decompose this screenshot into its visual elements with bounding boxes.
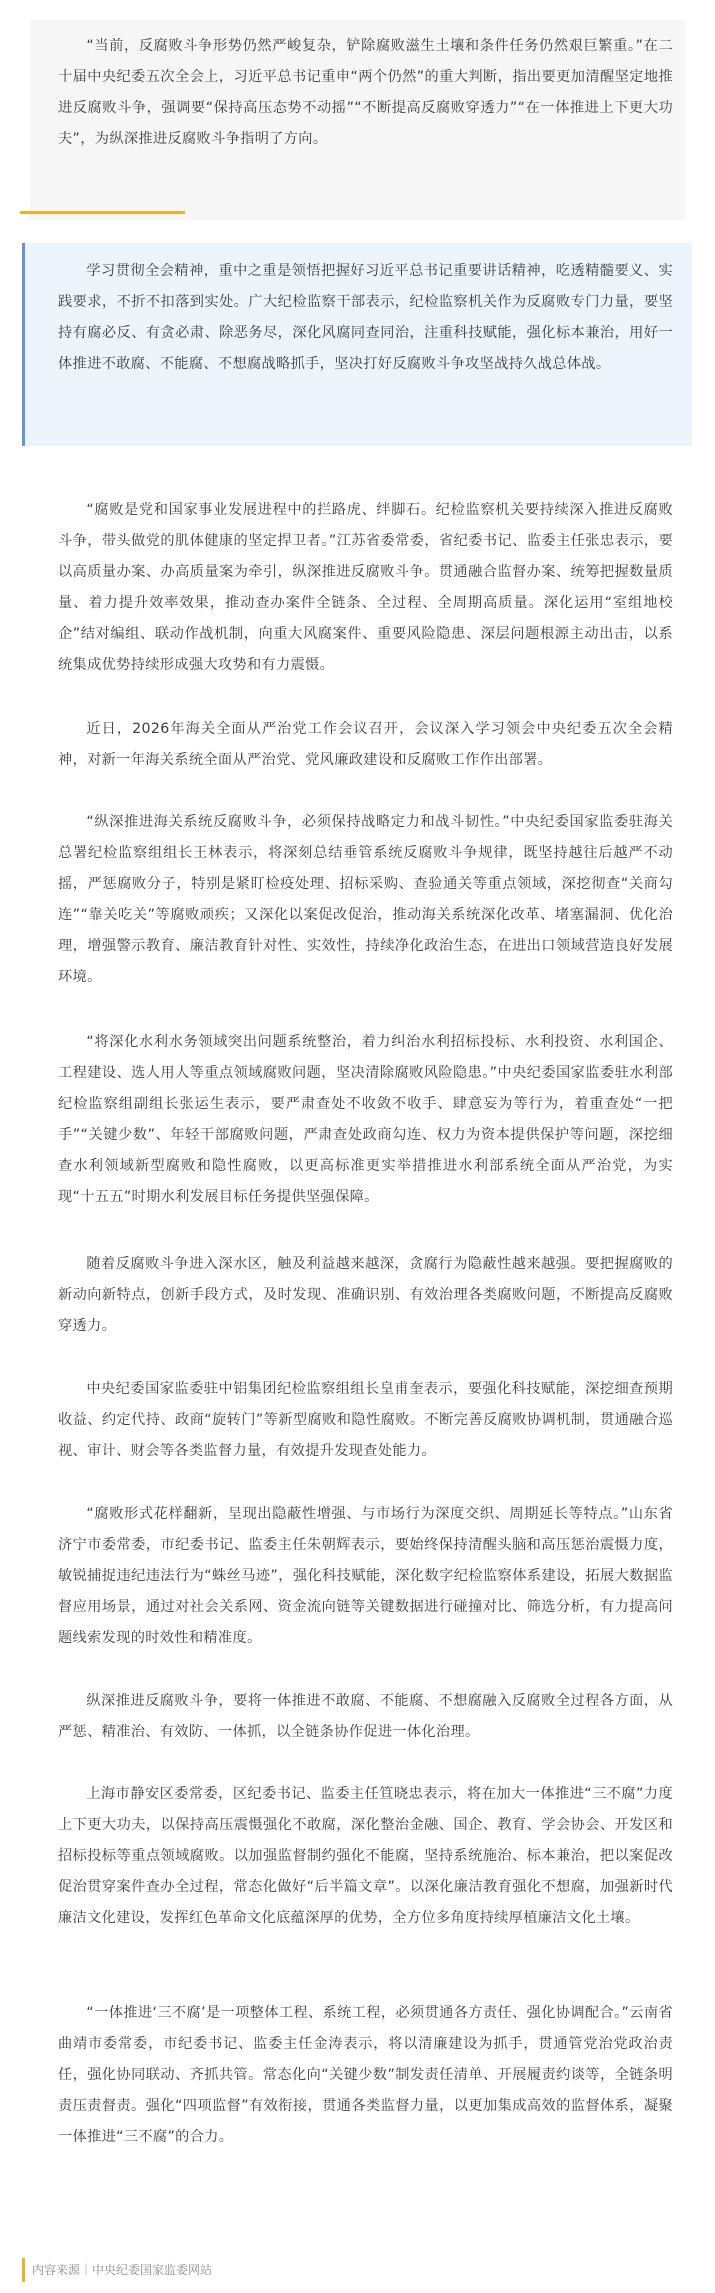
paragraph-4: “将深化水利水务领域突出问题系统整治，着力纠治水利招标投标、水利投资、水利国企、工程建设、选人用人等重点领域腐败问题，坚决清除腐败风险隐患。”中央纪委国家监委驻水利部纪检监察组副组长张运生表示，要严肃查处不收敛不收手、肆意妄为等行为，着重查处“一把手”“关键少数”、年轻干部腐败问题，严肃查处政商勾连、权力为资本提供保护等问题，深挖细查水利领域新型腐败和隐性腐败，以更高标准更实举措推进水利部系统全面从严治党，为实现“十五五”时期水利发展目标任务提供坚强保障。 (58, 1034, 673, 1205)
source-accent-bar (22, 2258, 25, 2282)
paragraph-3: “纵深推进海关系统反腐败斗争，必须保持战略定力和战斗韧性。”中央纪委国家监委驻海关总署纪检监察组组长王林表示，将深刻总结垂管系统反腐败斗争规律，既坚持越往后越严不动摇，严惩腐败分子，特别是紧盯检疫处理、招标采购、查验通关等重点领域，深挖彻查“关商勾连”“靠关吃关”等腐败顽疾；又深化以案促改促治，推动海关系统深化改革、堵塞漏洞、优化治理，增强警示教育、廉洁教育针对性、实效性，持续净化政治生态，在进出口领域营造良好发展环境。 (58, 814, 673, 985)
intro-text: 学习贯彻全会精神，重中之重是领悟把握好习近平总书记重要讲话精神，吃透精髓要义、实践要求，不折不扣落到实处。广大纪检监察干部表示，纪检监察机关作为反腐败专门力量，要坚持有腐必反、有贪必肃、除恶务尽，深化风腐同查同治，注重科技赋能，强化标本兼治，用好一体推进不敢腐、不能腐、不想腐战略抓手，坚决打好反腐败斗争攻坚战持久战总体战。 (58, 263, 673, 372)
quote-text: “当前，反腐败斗争形势仍然严峻复杂，铲除腐败滋生土壤和条件任务仍然艰巨繁重。”在二十届中央纪委五次全会上，习近平总书记重申“两个仍然”的重大判断，指出要更加清醒坚定地推进反腐败斗争，强调要“保持高压态势不动摇”“不断提高反腐败穿透力”“在一体推进上下更大功夫”，为纵深推进反腐败斗争指明了方向。 (58, 38, 673, 147)
paragraph-10: “一体推进‘三不腐’是一项整体工程、系统工程，必须贯通各方责任、强化协调配合。”云南省曲靖市委常委，市纪委书记、监委主任金涛表示，将以清廉建设为抓手，贯通管党治党政治责任，强化协同联动、齐抓共管。常态化向“关键少数”制发责任清单、开展履责约谈等，全链条明责压责督责。强化“四项监督”有效衔接，贯通各类监督力量，以更加集成高效的监督体系，凝聚一体推进“三不腐”的合力。 (58, 2005, 673, 2145)
paragraph-1: “腐败是党和国家事业发展进程中的拦路虎、绊脚石。纪检监察机关要持续深入推进反腐败斗争，带头做党的肌体健康的坚定捍卫者。”江苏省委常委，省纪委书记、监委主任张忠表示，要以高质量办案、办高质量案为牵引，纵深推进反腐败斗争。贯通融合监督办案、统筹把握数量质量、着力提升效率效果，推动查办案件全链条、全过程、全周期高质量。深化运用“室组地校企”结对编组、联动作战机制，向重大风腐案件、重要风险隐患、深层问题根源主动出击，以系统集成优势持续形成强大攻势和有力震慑。 (58, 502, 673, 673)
paragraph-5: 随着反腐败斗争进入深水区，触及利益越来越深，贪腐行为隐蔽性越来越强。要把握腐败的新动向新特点，创新手段方式，及时发现、准确识别、有效治理各类腐败问题，不断提高反腐败穿透力。 (58, 1256, 673, 1334)
content-source: 内容来源｜中央纪委国家监委网站 (32, 2263, 213, 2277)
paragraph-7: “腐败形式花样翻新，呈现出隐蔽性增强、与市场行为深度交织、周期延长等特点。”山东省济宁市委常委，市纪委书记、监委主任朱朝辉表示，要始终保持清醒头脑和高压惩治震慑力度，敏锐捕捉违纪违法行为“蛛丝马迹”，强化科技赋能，深化数字纪检监察体系建设，拓展大数据监督应用场景，通过对社会关系网、资金流向链等关键数据进行碰撞对比、筛选分析，有力提高问题线索发现的时效性和精准度。 (58, 1506, 673, 1646)
paragraph-2: 近日，2026年海关全面从严治党工作会议召开，会议深入学习领会中央纪委五次全会精神，对新一年海关系统全面从严治党、党风廉政建设和反腐败工作作出部署。 (58, 721, 673, 768)
intro-accent-bar (22, 243, 25, 446)
paragraph-6: 中央纪委国家监委驻中铝集团纪检监察组组长皇甫奎表示，要强化科技赋能，深挖细查预期收益、约定代持、政商“旋转门”等新型腐败和隐性腐败。不断完善反腐败协调机制，贯通融合巡视、审计、财会等各类监督力量，有效提升发现查处能力。 (58, 1381, 673, 1459)
paragraph-8: 纵深推进反腐败斗争，要将一体推进不敢腐、不能腐、不想腐融入反腐败全过程各方面，从严惩、精准治、有效防、一体抓，以全链条协作促进一体化治理。 (58, 1693, 673, 1740)
quote-accent-underline (20, 211, 185, 214)
paragraph-9: 上海市静安区委常委，区纪委书记、监委主任笪晓忠表示，将在加大一体推进“三不腐”力度上下更大功夫，以保持高压震慑强化不敢腐，深化整治金融、国企、教育、学会协会、开发区和招标投标等重点领域腐败。以加强监督制约强化不能腐，坚持系统施治、标本兼治，把以案促改促治贯穿案件查办全过程，常态化做好“后半篇文章”。以深化廉洁教育强化不想腐，加强新时代廉洁文化建设，发挥红色革命文化底蕴深厚的优势，全方位多角度持续厚植廉洁文化土壤。 (58, 1786, 673, 1926)
